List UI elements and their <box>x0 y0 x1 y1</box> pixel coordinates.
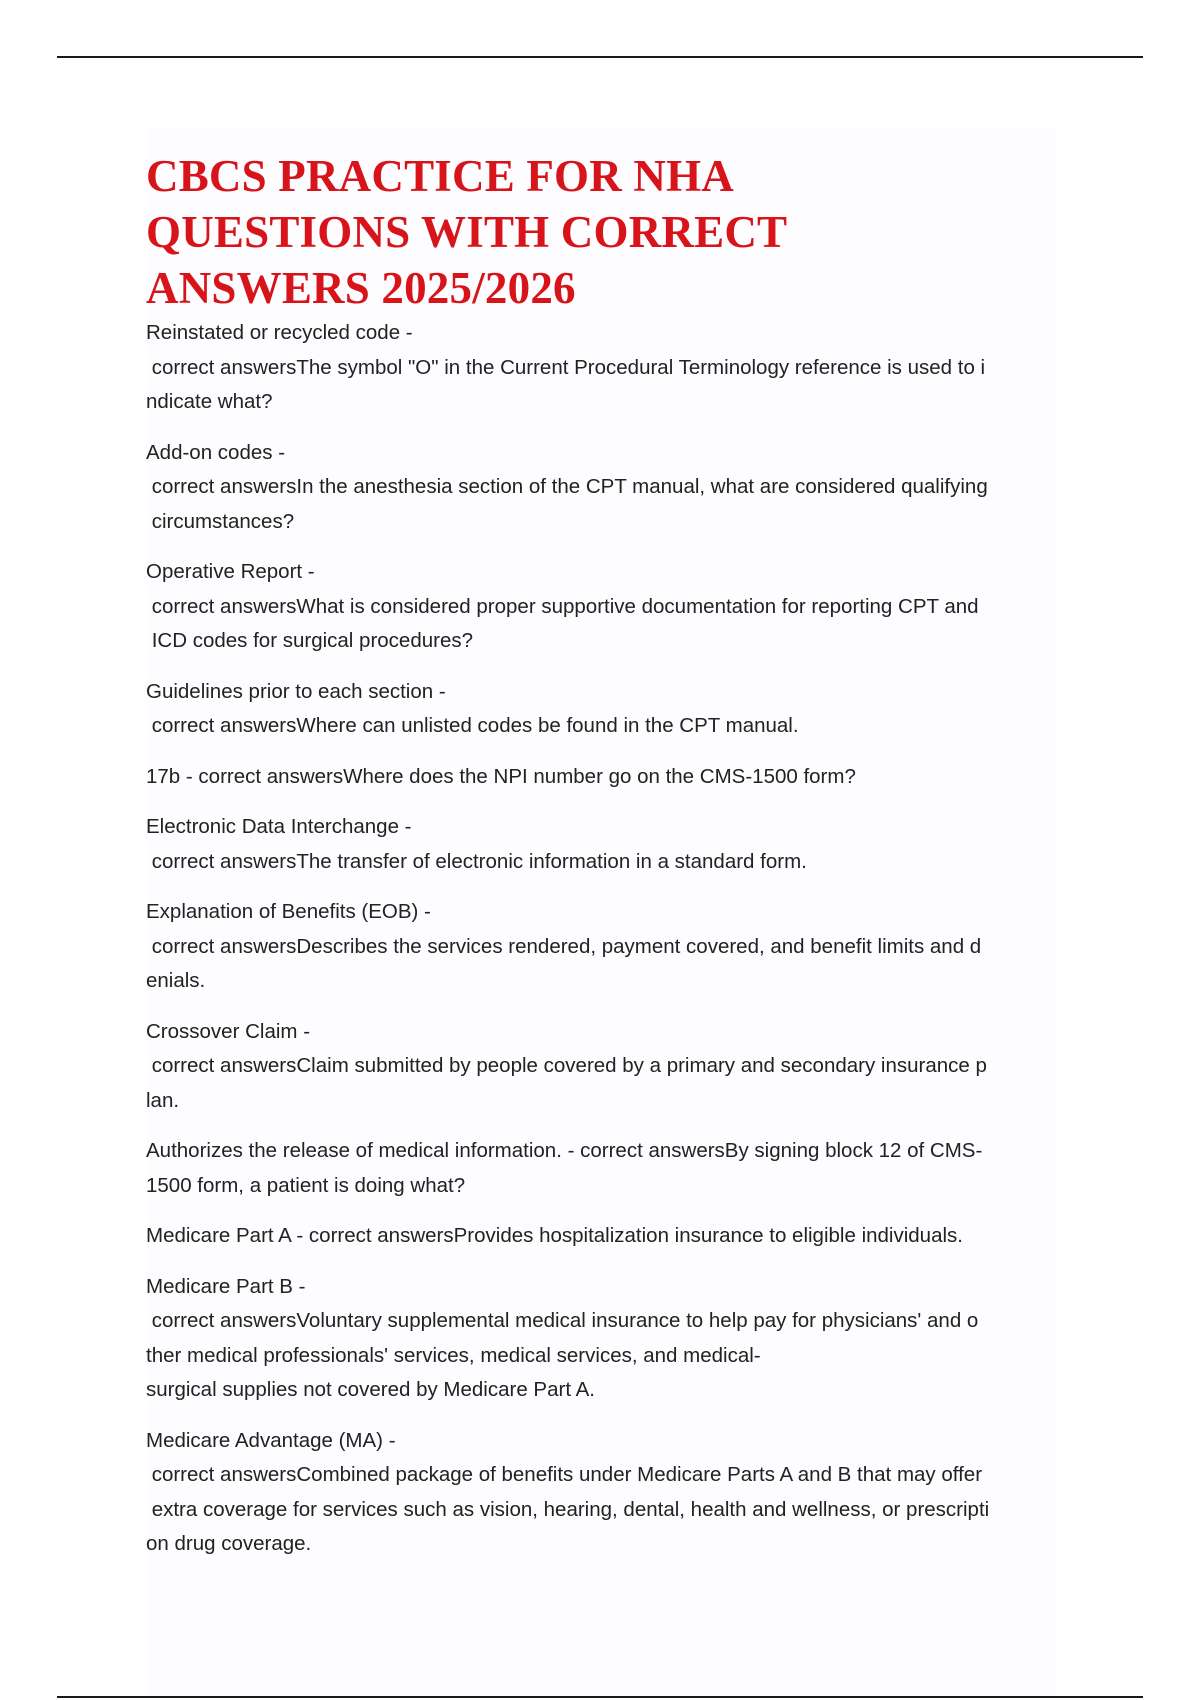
qa-item <box>146 1219 1056 1254</box>
qa-item <box>146 895 1056 999</box>
title-line-3: ANSWERS 2025/2026 <box>146 263 576 313</box>
qa-line: correct answersCombined package of benefits under Medicare Parts A and B that may offer <box>146 1463 983 1486</box>
qa-line: ICD codes for surgical procedures? <box>146 629 474 652</box>
qa-line: Explanation of Benefits (EOB) - <box>146 900 431 923</box>
qa-item <box>146 760 1056 795</box>
qa-line: correct answersIn the anesthesia section of the CPT manual, what are considered qualifying <box>146 475 988 498</box>
qa-line: correct answersWhere can unlisted codes be found in the CPT manual. <box>146 714 799 737</box>
qa-line: surgical supplies not covered by Medicare Part A. <box>146 1378 595 1401</box>
qa-line: Reinstated or recycled code - <box>146 321 413 344</box>
qa-line: extra coverage for services such as vision, hearing, dental, health and wellness, or prescripti <box>146 1497 990 1521</box>
qa-line: Operative Report - <box>146 560 315 583</box>
qa-line: lan. <box>146 1088 180 1112</box>
qa-item <box>146 316 1056 420</box>
qa-line: correct answersVoluntary supplemental medical insurance to help pay for physicians' and o <box>146 1309 979 1332</box>
qa-item <box>146 436 1056 540</box>
qa-line: ndicate what? <box>146 390 273 413</box>
qa-line: 17b - correct answersWhere does the NPI number go on the CMS-1500 form? <box>146 764 856 788</box>
qa-line: correct answersThe symbol "O" in the Current Procedural Terminology reference is used to i <box>146 355 986 379</box>
qa-line: ther medical professionals' services, medical services, and medical- <box>146 1343 761 1367</box>
qa-item <box>146 1424 1056 1562</box>
qa-item <box>146 1270 1056 1408</box>
document-body <box>146 128 1056 1696</box>
document-title <box>146 128 1056 316</box>
qa-line: Electronic Data Interchange - <box>146 815 412 838</box>
qa-line: enials. <box>146 969 206 992</box>
qa-line: Crossover Claim - <box>146 1019 311 1043</box>
qa-item <box>146 1134 1056 1203</box>
qa-line: Medicare Advantage (MA) - <box>146 1428 396 1452</box>
qa-line: Authorizes the release of medical information. - correct answersBy signing block 12 of CMS- <box>146 1139 983 1162</box>
title-line-2: QUESTIONS WITH CORRECT <box>146 207 788 257</box>
qa-line: Medicare Part B - <box>146 1274 306 1298</box>
footer-rule <box>57 1696 1143 1698</box>
title-line-1: CBCS PRACTICE FOR NHA <box>146 151 734 201</box>
qa-line: Add-on codes - <box>146 440 286 464</box>
qa-line: on drug coverage. <box>146 1532 312 1555</box>
qa-item <box>146 675 1056 744</box>
qa-item <box>146 1015 1056 1119</box>
header-rule <box>57 56 1143 58</box>
qa-item <box>146 555 1056 659</box>
qa-line: Guidelines prior to each section - <box>146 679 446 703</box>
qa-line: Medicare Part A - correct answersProvides hospitalization insurance to eligible individuals. <box>146 1224 963 1247</box>
qa-line: correct answersClaim submitted by people covered by a primary and secondary insurance p <box>146 1054 987 1077</box>
qa-line: 1500 form, a patient is doing what? <box>146 1173 466 1197</box>
qa-line: correct answersDescribes the services rendered, payment covered, and benefit limits and d <box>146 934 982 958</box>
qa-line: correct answersThe transfer of electronic information in a standard form. <box>146 849 807 873</box>
qa-list <box>146 316 1056 1562</box>
qa-line: correct answersWhat is considered proper supportive documentation for reporting CPT and <box>146 594 979 618</box>
qa-item <box>146 810 1056 879</box>
qa-line: circumstances? <box>146 509 295 533</box>
